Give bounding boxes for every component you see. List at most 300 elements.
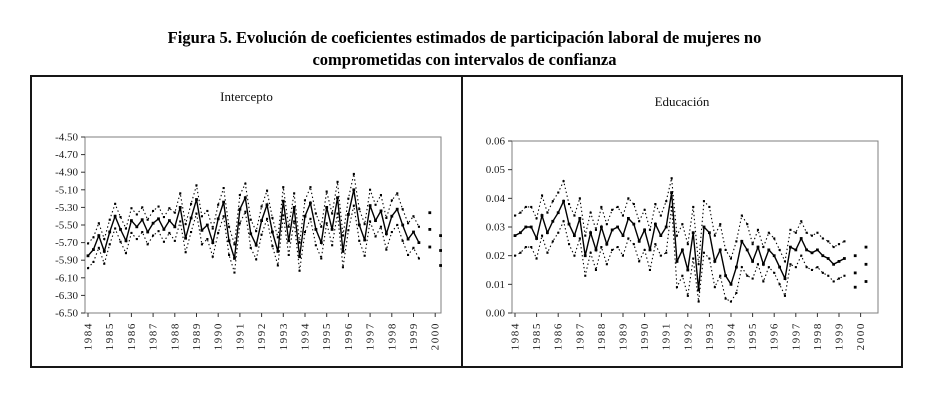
data-point-marker <box>385 249 387 251</box>
data-point-marker <box>108 231 111 234</box>
data-point-marker <box>735 292 737 294</box>
data-point-marker <box>293 192 295 194</box>
data-point-marker <box>541 194 543 196</box>
data-point-marker <box>396 192 398 194</box>
data-point-marker <box>681 249 684 252</box>
data-point-marker <box>152 235 154 237</box>
data-point-marker <box>163 241 165 243</box>
data-point-marker <box>843 275 845 277</box>
educacion-panel <box>463 77 901 366</box>
data-point-marker <box>833 280 835 282</box>
data-point-marker <box>244 183 246 185</box>
data-point-marker <box>120 216 122 218</box>
isolated-point <box>865 280 868 283</box>
data-point-marker <box>735 240 737 242</box>
data-point-marker <box>304 231 306 233</box>
x-tick-label: 1986 <box>125 322 138 351</box>
data-point-marker <box>779 283 781 285</box>
data-point-marker <box>233 257 236 260</box>
data-point-marker <box>687 243 689 245</box>
data-point-marker <box>681 223 683 225</box>
data-point-marker <box>611 249 613 251</box>
data-point-marker <box>514 215 516 217</box>
y-tick-label: -5.70 <box>55 237 78 250</box>
data-point-marker <box>627 217 630 220</box>
data-point-marker <box>811 235 813 237</box>
y-tick-label: 0.02 <box>485 250 505 263</box>
data-point-marker <box>109 219 111 221</box>
data-point-marker <box>730 283 733 286</box>
data-point-marker <box>168 219 171 222</box>
data-point-marker <box>141 231 143 233</box>
data-point-marker <box>288 226 290 228</box>
data-point-marker <box>525 246 527 248</box>
data-point-marker <box>530 226 533 229</box>
data-point-marker <box>563 180 565 182</box>
data-point-marker <box>568 203 570 205</box>
data-point-marker <box>412 247 414 249</box>
data-point-marker <box>611 209 613 211</box>
data-point-marker <box>611 229 614 232</box>
data-point-marker <box>402 208 404 210</box>
x-tick-label: 1998 <box>811 322 824 351</box>
data-point-marker <box>600 246 602 248</box>
data-point-marker <box>622 215 624 217</box>
data-point-marker <box>298 255 301 258</box>
data-point-marker <box>190 217 193 220</box>
data-point-marker <box>168 232 170 234</box>
data-point-marker <box>201 229 204 232</box>
data-point-marker <box>375 235 377 237</box>
data-point-marker <box>206 238 208 240</box>
data-point-marker <box>98 247 100 249</box>
data-point-marker <box>250 247 252 249</box>
data-point-marker <box>643 229 646 232</box>
x-tick-label: 1996 <box>768 322 781 351</box>
data-point-marker <box>703 226 706 229</box>
data-point-marker <box>800 237 803 240</box>
data-point-marker <box>687 295 689 297</box>
data-point-marker <box>249 232 252 235</box>
y-tick-label: -5.90 <box>55 254 78 267</box>
data-point-marker <box>617 246 619 248</box>
data-point-marker <box>217 204 219 206</box>
data-point-marker <box>654 223 657 226</box>
data-point-marker <box>147 243 149 245</box>
data-point-marker <box>119 228 122 231</box>
data-point-marker <box>212 228 214 230</box>
data-point-marker <box>97 234 100 237</box>
data-point-marker <box>228 239 231 242</box>
data-point-marker <box>660 255 662 257</box>
data-point-marker <box>724 274 727 277</box>
data-point-marker <box>358 208 360 210</box>
figure-caption <box>0 27 929 71</box>
data-point-marker <box>811 269 813 271</box>
data-point-marker <box>676 235 678 237</box>
data-point-marker <box>407 222 409 224</box>
data-point-marker <box>584 254 587 257</box>
data-point-marker <box>158 230 160 232</box>
data-point-marker <box>347 213 350 216</box>
data-point-marker <box>573 215 575 217</box>
data-point-marker <box>185 251 187 253</box>
x-tick-label: 1995 <box>321 322 334 351</box>
data-point-marker <box>605 243 608 246</box>
data-point-marker <box>266 190 268 192</box>
x-tick-label: 1995 <box>747 322 760 351</box>
data-point-marker <box>514 255 516 257</box>
data-point-marker <box>800 220 802 222</box>
data-point-marker <box>827 240 829 242</box>
data-point-marker <box>217 217 220 220</box>
data-point-marker <box>757 246 760 249</box>
data-point-marker <box>746 223 748 225</box>
data-point-marker <box>557 192 559 194</box>
y-tick-label: 0.03 <box>485 221 505 234</box>
data-point-marker <box>762 246 764 248</box>
y-tick-label: 0.01 <box>485 278 505 291</box>
data-point-marker <box>418 257 420 259</box>
data-point-marker <box>563 220 565 222</box>
data-point-marker <box>795 232 797 234</box>
data-point-marker <box>698 301 700 303</box>
data-point-marker <box>741 215 743 217</box>
x-tick-label: 1994 <box>725 322 738 351</box>
data-point-marker <box>536 217 538 219</box>
data-point-marker <box>363 239 366 242</box>
isolated-point <box>865 246 868 249</box>
data-point-marker <box>195 213 197 215</box>
data-point-marker <box>157 217 160 220</box>
data-point-marker <box>353 173 355 175</box>
data-point-marker <box>806 232 808 234</box>
data-point-marker <box>239 222 241 224</box>
data-point-marker <box>418 226 420 228</box>
x-tick-label: 1984 <box>509 322 522 351</box>
data-point-marker <box>795 266 797 268</box>
data-point-marker <box>530 246 532 248</box>
isolated-point <box>854 272 857 275</box>
data-point-marker <box>784 277 787 280</box>
data-point-marker <box>676 260 679 263</box>
data-point-marker <box>277 264 279 266</box>
data-point-marker <box>644 209 646 211</box>
data-point-marker <box>288 254 290 256</box>
data-point-marker <box>633 203 635 205</box>
x-tick-label: 1992 <box>256 322 269 351</box>
data-point-marker <box>638 240 641 243</box>
data-point-marker <box>714 286 716 288</box>
data-point-marker <box>535 237 538 240</box>
data-point-marker <box>347 198 349 200</box>
data-point-marker <box>773 272 775 274</box>
data-point-marker <box>725 249 727 251</box>
data-point-marker <box>201 243 203 245</box>
data-point-marker <box>616 226 619 229</box>
data-point-marker <box>719 249 722 252</box>
intercepto-chart <box>32 77 461 366</box>
data-point-marker <box>627 197 629 199</box>
data-point-marker <box>806 266 808 268</box>
data-point-marker <box>369 204 372 207</box>
y-tick-label: -4.90 <box>55 166 78 179</box>
data-point-marker <box>342 235 344 237</box>
y-tick-label: -5.50 <box>55 219 78 232</box>
data-point-marker <box>568 243 570 245</box>
data-point-marker <box>315 213 317 215</box>
data-point-marker <box>277 236 279 238</box>
data-point-marker <box>671 206 673 208</box>
data-point-marker <box>843 240 845 242</box>
data-point-marker <box>665 252 667 254</box>
data-point-marker <box>649 269 651 271</box>
x-tick-label: 1993 <box>277 322 290 351</box>
data-point-marker <box>600 206 602 208</box>
data-point-marker <box>353 205 355 207</box>
data-point-marker <box>838 243 840 245</box>
data-point-marker <box>130 219 133 222</box>
data-point-marker <box>158 206 160 208</box>
data-point-marker <box>233 243 235 245</box>
data-point-marker <box>375 204 377 206</box>
y-tick-label: -5.30 <box>55 201 78 214</box>
data-point-marker <box>152 222 155 225</box>
figure-caption-line2: comprometidas con intervalos de confianza <box>312 50 617 69</box>
data-point-marker <box>374 219 377 222</box>
data-point-marker <box>519 231 522 234</box>
data-point-marker <box>649 249 652 252</box>
data-point-marker <box>821 254 824 257</box>
data-point-marker <box>789 229 791 231</box>
data-point-marker <box>665 200 667 202</box>
data-point-marker <box>396 224 398 226</box>
data-point-marker <box>816 232 818 234</box>
y-tick-label: -6.30 <box>55 289 78 302</box>
x-tick-label: 2000 <box>855 322 868 351</box>
x-tick-label: 1996 <box>342 322 355 351</box>
educacion-chart-title: Educación <box>654 94 710 109</box>
isolated-point <box>428 228 431 231</box>
x-tick-label: 1991 <box>234 322 247 351</box>
data-point-marker <box>211 241 214 244</box>
intercepto-chart-title: Intercepto <box>220 89 273 104</box>
isolated-point <box>428 211 431 214</box>
x-tick-label: 1998 <box>386 322 399 351</box>
data-point-marker <box>120 241 122 243</box>
data-point-marker <box>261 234 263 236</box>
data-point-marker <box>811 251 814 254</box>
data-point-marker <box>336 196 339 199</box>
data-point-marker <box>589 231 592 234</box>
data-point-marker <box>676 286 678 288</box>
data-point-marker <box>584 275 586 277</box>
data-point-marker <box>595 269 597 271</box>
data-point-marker <box>299 270 301 272</box>
data-point-marker <box>767 249 770 252</box>
x-tick-label: 1988 <box>169 322 182 351</box>
data-point-marker <box>320 257 322 259</box>
data-point-marker <box>708 258 710 260</box>
data-point-marker <box>369 220 371 222</box>
data-point-marker <box>698 263 700 265</box>
data-point-marker <box>730 258 732 260</box>
data-point-marker <box>579 237 581 239</box>
data-point-marker <box>541 235 543 237</box>
data-point-marker <box>217 232 219 234</box>
data-point-marker <box>358 240 360 242</box>
data-point-marker <box>822 237 824 239</box>
x-tick-label: 1993 <box>703 322 716 351</box>
data-point-marker <box>552 200 554 202</box>
data-point-marker <box>255 258 257 260</box>
data-point-marker <box>606 223 608 225</box>
isolated-point <box>439 249 442 252</box>
data-point-marker <box>174 240 176 242</box>
data-point-marker <box>201 215 203 217</box>
data-point-marker <box>752 243 754 245</box>
isolated-point <box>428 246 431 249</box>
isolated-point <box>439 234 442 237</box>
data-point-marker <box>168 207 170 209</box>
data-point-marker <box>293 220 295 222</box>
isolated-point <box>865 263 868 266</box>
data-point-marker <box>152 210 154 212</box>
data-point-marker <box>552 240 554 242</box>
data-point-marker <box>768 266 770 268</box>
data-point-marker <box>244 196 247 199</box>
data-point-marker <box>385 217 387 219</box>
data-point-marker <box>261 206 263 208</box>
data-point-marker <box>546 252 548 254</box>
data-point-marker <box>109 243 111 245</box>
data-point-marker <box>244 211 246 213</box>
data-point-marker <box>659 234 662 237</box>
data-point-marker <box>789 263 791 265</box>
data-point-marker <box>179 206 182 209</box>
data-point-marker <box>584 235 586 237</box>
data-point-marker <box>536 258 538 260</box>
data-point-marker <box>130 232 132 234</box>
data-point-marker <box>649 229 651 231</box>
x-tick-label: 1985 <box>531 322 544 351</box>
data-point-marker <box>163 228 166 231</box>
data-point-marker <box>541 214 544 217</box>
data-point-marker <box>719 223 721 225</box>
x-tick-label: 1997 <box>790 322 803 351</box>
data-point-marker <box>412 231 415 234</box>
data-point-marker <box>519 252 521 254</box>
data-point-marker <box>725 298 727 300</box>
data-point-marker <box>282 200 285 203</box>
data-point-marker <box>352 188 355 191</box>
x-tick-label: 1991 <box>660 322 673 351</box>
data-point-marker <box>692 206 694 208</box>
data-point-marker <box>103 250 106 253</box>
x-tick-label: 2000 <box>429 322 442 351</box>
data-point-marker <box>746 275 748 277</box>
data-point-marker <box>407 238 410 241</box>
data-point-marker <box>212 256 214 258</box>
data-point-marker <box>519 212 521 214</box>
data-point-marker <box>524 226 527 229</box>
data-point-marker <box>125 239 128 242</box>
data-point-marker <box>800 255 802 257</box>
data-point-marker <box>832 263 835 266</box>
data-point-marker <box>337 213 339 215</box>
data-point-marker <box>195 184 197 186</box>
data-point-marker <box>692 231 695 234</box>
isolated-point <box>854 286 857 289</box>
data-point-marker <box>315 244 317 246</box>
data-point-marker <box>255 244 258 247</box>
data-point-marker <box>391 231 393 233</box>
x-tick-label: 1984 <box>82 322 95 351</box>
data-point-marker <box>309 218 311 220</box>
data-point-marker <box>757 229 759 231</box>
data-point-marker <box>740 240 743 243</box>
data-point-marker <box>557 232 559 234</box>
data-point-marker <box>228 254 230 256</box>
data-point-marker <box>103 263 105 265</box>
data-point-marker <box>665 226 668 229</box>
data-point-marker <box>838 278 840 280</box>
data-point-marker <box>827 275 829 277</box>
data-point-marker <box>562 200 565 203</box>
data-point-marker <box>418 241 421 244</box>
data-point-marker <box>530 206 532 208</box>
intercepto-panel <box>32 77 463 366</box>
y-tick-label: -6.50 <box>55 307 78 320</box>
data-point-marker <box>779 249 781 251</box>
data-point-marker <box>762 263 765 266</box>
data-point-marker <box>320 241 323 244</box>
estimate-line <box>515 193 844 291</box>
data-point-marker <box>838 260 841 263</box>
data-point-marker <box>595 249 598 252</box>
data-point-marker <box>304 215 307 218</box>
data-point-marker <box>692 258 694 260</box>
data-point-marker <box>622 255 624 257</box>
data-point-marker <box>206 224 209 227</box>
data-point-marker <box>114 203 116 205</box>
data-point-marker <box>146 231 149 234</box>
x-tick-label: 1987 <box>574 322 587 351</box>
data-point-marker <box>606 263 608 265</box>
data-point-marker <box>190 203 192 205</box>
data-point-marker <box>644 249 646 251</box>
data-point-marker <box>320 226 322 228</box>
data-point-marker <box>266 203 269 206</box>
data-point-marker <box>752 278 754 280</box>
data-point-marker <box>92 261 94 263</box>
data-point-marker <box>686 269 689 272</box>
data-point-marker <box>794 249 797 252</box>
data-point-marker <box>92 248 95 251</box>
data-point-marker <box>551 220 554 223</box>
data-point-marker <box>271 245 273 247</box>
data-point-marker <box>87 267 89 269</box>
data-point-marker <box>757 263 759 265</box>
x-tick-label: 1986 <box>552 322 565 351</box>
data-point-marker <box>222 201 225 204</box>
x-tick-label: 1989 <box>191 322 203 351</box>
data-point-marker <box>784 295 786 297</box>
data-point-marker <box>282 186 284 188</box>
data-point-marker <box>778 266 781 269</box>
data-point-marker <box>391 199 393 201</box>
x-tick-label: 1994 <box>299 322 312 351</box>
